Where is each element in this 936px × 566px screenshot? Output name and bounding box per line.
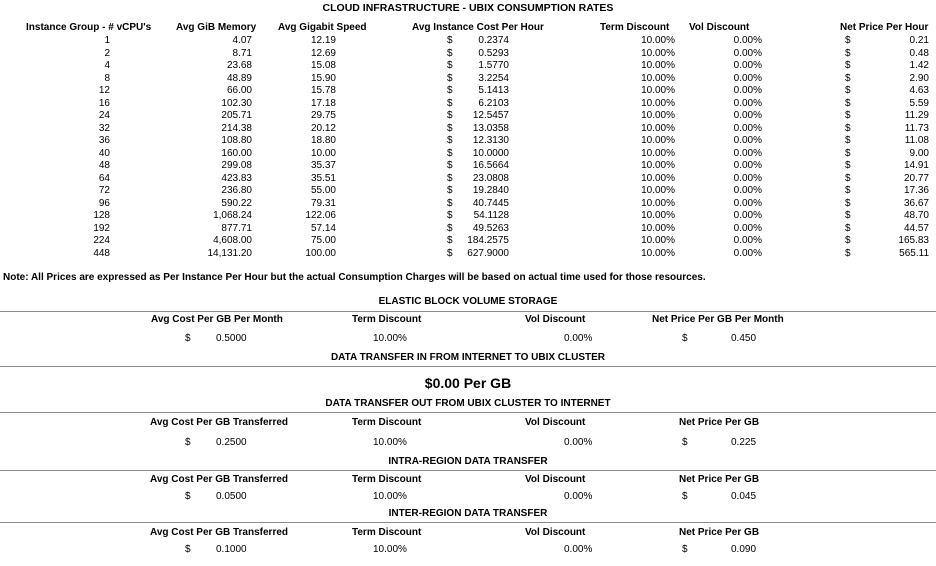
header-vol: Vol Discount	[689, 22, 750, 33]
cell-vol: 0.00%	[733, 47, 762, 59]
cell-memory: 23.68	[226, 60, 252, 71]
cell-net: 4.63	[909, 85, 929, 96]
currency-symbol: $	[447, 72, 453, 84]
cell-vol: 0.00%	[733, 185, 762, 196]
currency-symbol: $	[447, 60, 453, 71]
cell-net: 165.83	[898, 235, 929, 246]
currency-symbol: $	[447, 172, 453, 184]
currency-symbol: $	[845, 35, 851, 46]
currency-symbol: $	[845, 97, 851, 109]
cell-vol: 0.00%	[733, 210, 762, 221]
currency-symbol: $	[447, 210, 453, 221]
header-speed: Avg Gigabit Speed	[278, 22, 367, 33]
cell-cost: 49.5263	[472, 222, 509, 234]
cell-memory: 423.83	[221, 172, 252, 184]
currency-symbol: $	[447, 235, 453, 246]
cell-net: 44.57	[903, 222, 929, 234]
currency-symbol: $	[682, 333, 688, 344]
table-row	[0, 223, 936, 236]
cell-net: 9.00	[909, 147, 929, 159]
currency-symbol: $	[845, 147, 851, 159]
ebs-term: 10.00%	[373, 333, 407, 344]
cell-term: 10.00%	[641, 135, 675, 146]
inter-vol: 0.00%	[564, 544, 593, 555]
cell-cost: 184.2575	[467, 235, 509, 246]
transfer-in-price: $0.00 Per GB	[424, 375, 512, 391]
cell-speed: 20.12	[310, 122, 336, 134]
cell-term: 10.00%	[641, 47, 675, 59]
transfer-in-title: DATA TRANSFER IN FROM INTERNET TO UBIX CLUSTER	[330, 352, 606, 363]
cell-cost: 0.2374	[478, 35, 509, 46]
table-row	[0, 235, 936, 248]
cell-group: 2	[104, 47, 110, 59]
table-row	[0, 110, 936, 123]
table-row	[0, 60, 936, 73]
cell-speed: 10.00	[310, 147, 336, 159]
cell-cost: 6.2103	[478, 97, 509, 109]
cell-memory: 4,608.00	[213, 235, 252, 246]
cell-vol: 0.00%	[733, 135, 762, 146]
transfer-out-header-avg-cost: Avg Cost Per GB Transferred	[150, 417, 289, 428]
table-row	[0, 160, 936, 173]
table-header	[0, 22, 936, 35]
transfer-out-values	[0, 437, 936, 450]
table-row	[0, 48, 936, 61]
transfer-out-avg-cost: 0.2500	[216, 437, 247, 448]
cell-group: 8	[104, 72, 110, 84]
currency-symbol: $	[845, 197, 851, 209]
cell-group: 4	[104, 60, 110, 71]
cell-speed: 12.19	[310, 35, 336, 46]
cell-group: 24	[98, 110, 110, 121]
currency-symbol: $	[845, 110, 851, 121]
cell-speed: 29.75	[310, 110, 336, 121]
header-cost: Avg Instance Cost Per Hour	[412, 22, 544, 33]
currency-symbol: $	[845, 185, 851, 196]
inter-avg-cost: 0.1000	[216, 544, 247, 555]
cell-speed: 35.37	[310, 160, 336, 171]
cell-term: 10.00%	[641, 35, 675, 46]
cell-cost: 19.2840	[472, 185, 509, 196]
intra-region-title: INTRA-REGION DATA TRANSFER	[388, 456, 548, 467]
cell-cost: 5.1413	[478, 85, 509, 96]
cell-vol: 0.00%	[733, 172, 762, 184]
currency-symbol: $	[447, 110, 453, 121]
cell-cost: 3.2254	[478, 72, 509, 84]
currency-symbol: $	[185, 437, 191, 448]
table-row	[0, 148, 936, 161]
currency-symbol: $	[845, 122, 851, 134]
cell-net: 0.48	[909, 47, 929, 59]
transfer-out-vol: 0.00%	[564, 437, 593, 448]
cell-speed: 122.06	[305, 210, 336, 221]
table-row	[0, 210, 936, 223]
ebs-header-net: Net Price Per GB Per Month	[652, 314, 784, 325]
cell-term: 10.00%	[641, 122, 675, 134]
cell-group: 48	[98, 160, 110, 171]
cell-cost: 10.0000	[472, 147, 509, 159]
table-row	[0, 85, 936, 98]
table-row	[0, 98, 936, 111]
cell-speed: 75.00	[310, 235, 336, 246]
transfer-out-header-term: Term Discount	[352, 417, 422, 428]
cell-memory: 236.80	[221, 185, 252, 196]
cell-speed: 79.31	[310, 197, 336, 209]
cell-cost: 16.5664	[472, 160, 509, 171]
cell-net: 2.90	[909, 72, 929, 84]
cell-term: 10.00%	[641, 110, 675, 121]
cell-term: 10.00%	[641, 147, 675, 159]
cell-group: 64	[98, 172, 110, 184]
currency-symbol: $	[447, 97, 453, 109]
cell-speed: 55.00	[310, 185, 336, 196]
intra-term: 10.00%	[373, 491, 407, 502]
cell-memory: 877.71	[221, 222, 252, 234]
cell-group: 72	[98, 185, 110, 196]
intra-header-net: Net Price Per GB	[679, 474, 760, 485]
currency-symbol: $	[845, 235, 851, 246]
transfer-out-title: DATA TRANSFER OUT FROM UBIX CLUSTER TO INTERNET	[325, 398, 611, 409]
cell-net: 17.36	[903, 185, 929, 196]
cell-vol: 0.00%	[733, 197, 762, 209]
cell-vol: 0.00%	[733, 110, 762, 121]
divider	[0, 311, 936, 312]
intra-vol: 0.00%	[564, 491, 593, 502]
cell-cost: 12.5457	[472, 110, 509, 121]
currency-symbol: $	[447, 222, 453, 234]
cell-speed: 18.80	[310, 135, 336, 146]
cell-memory: 214.38	[221, 122, 252, 134]
currency-symbol: $	[845, 160, 851, 171]
currency-symbol: $	[447, 135, 453, 146]
cell-term: 10.00%	[641, 222, 675, 234]
cell-speed: 35.51	[310, 172, 336, 184]
cell-term: 10.00%	[641, 97, 675, 109]
inter-term: 10.00%	[373, 544, 407, 555]
table-row	[0, 198, 936, 211]
header-term: Term Discount	[600, 22, 670, 33]
currency-symbol: $	[845, 135, 851, 146]
cell-group: 12	[98, 85, 110, 96]
currency-symbol: $	[447, 35, 453, 46]
inter-region-title: INTER-REGION DATA TRANSFER	[388, 508, 548, 519]
cell-term: 10.00%	[641, 197, 675, 209]
currency-symbol: $	[845, 72, 851, 84]
cell-net: 1.42	[909, 60, 929, 71]
cell-memory: 1,068.24	[213, 210, 252, 221]
inter-header-avg-cost: Avg Cost Per GB Transferred	[150, 527, 289, 538]
cell-net: 20.77	[903, 172, 929, 184]
cell-term: 10.00%	[641, 72, 675, 84]
cell-group: 32	[98, 122, 110, 134]
currency-symbol: $	[447, 147, 453, 159]
currency-symbol: $	[845, 47, 851, 59]
cell-memory: 8.71	[232, 47, 252, 59]
divider	[0, 412, 936, 413]
cell-vol: 0.00%	[733, 72, 762, 84]
cell-vol: 0.00%	[733, 160, 762, 171]
transfer-out-header-net: Net Price Per GB	[679, 417, 760, 428]
cell-group: 16	[98, 97, 110, 109]
cell-net: 36.67	[903, 197, 929, 209]
cell-term: 10.00%	[641, 210, 675, 221]
currency-symbol: $	[447, 85, 453, 96]
ebs-net: 0.450	[731, 333, 757, 344]
cell-term: 10.00%	[641, 247, 675, 259]
header-net: Net Price Per Hour	[840, 22, 929, 33]
cell-group: 96	[98, 197, 110, 209]
cell-memory: 14,131.20	[207, 247, 252, 259]
currency-symbol: $	[447, 160, 453, 171]
cell-vol: 0.00%	[733, 147, 762, 159]
cell-memory: 108.80	[221, 135, 252, 146]
table-row	[0, 173, 936, 186]
table-row	[0, 248, 936, 261]
divider	[0, 522, 936, 523]
inter-region-header	[0, 527, 936, 540]
page-title: CLOUD INFRASTRUCTURE - UBIX CONSUMPTION RATES	[322, 2, 614, 14]
currency-symbol: $	[682, 437, 688, 448]
cell-speed: 15.78	[310, 85, 336, 96]
ebs-values	[0, 333, 936, 346]
header-memory: Avg GiB Memory	[176, 22, 257, 33]
cell-cost: 0.5293	[478, 47, 509, 59]
transfer-out-header-vol: Vol Discount	[525, 417, 586, 428]
divider	[0, 366, 936, 367]
inter-header-vol: Vol Discount	[525, 527, 586, 538]
cell-group: 36	[98, 135, 110, 146]
cell-net: 48.70	[903, 210, 929, 221]
currency-symbol: $	[845, 85, 851, 96]
currency-symbol: $	[185, 544, 191, 555]
currency-symbol: $	[447, 47, 453, 59]
cell-vol: 0.00%	[733, 97, 762, 109]
cell-speed: 15.08	[310, 60, 336, 71]
cell-term: 10.00%	[641, 85, 675, 96]
cell-group: 40	[98, 147, 110, 159]
cell-net: 565.11	[899, 247, 929, 259]
cell-group: 192	[93, 222, 110, 234]
cell-vol: 0.00%	[733, 235, 762, 246]
cell-speed: 100.00	[305, 247, 336, 259]
cell-term: 10.00%	[641, 235, 675, 246]
currency-symbol: $	[845, 247, 851, 259]
inter-header-term: Term Discount	[352, 527, 422, 538]
cell-cost: 23.0808	[472, 172, 509, 184]
cell-vol: 0.00%	[733, 85, 762, 96]
cell-speed: 12.69	[310, 47, 336, 59]
transfer-out-term: 10.00%	[373, 437, 407, 448]
inter-header-net: Net Price Per GB	[679, 527, 760, 538]
table-row	[0, 73, 936, 86]
ebs-vol: 0.00%	[564, 333, 593, 344]
cell-group: 448	[93, 247, 110, 259]
cell-term: 10.00%	[641, 160, 675, 171]
cell-net: 11.73	[904, 122, 929, 134]
cell-group: 1	[104, 35, 110, 46]
transfer-out-header	[0, 417, 936, 430]
intra-avg-cost: 0.0500	[216, 491, 247, 502]
cell-memory: 102.30	[221, 97, 252, 109]
intra-net: 0.045	[731, 491, 757, 502]
currency-symbol: $	[447, 122, 453, 134]
cell-net: 0.21	[909, 35, 929, 46]
cell-net: 11.29	[904, 110, 929, 121]
table-row	[0, 185, 936, 198]
table-row	[0, 135, 936, 148]
table-row	[0, 35, 936, 48]
ebs-avg-cost: 0.5000	[216, 333, 247, 344]
currency-symbol: $	[682, 491, 688, 502]
cell-vol: 0.00%	[733, 122, 762, 134]
intra-header-vol: Vol Discount	[525, 474, 586, 485]
cell-speed: 17.18	[310, 97, 336, 109]
cell-speed: 57.14	[310, 222, 336, 234]
currency-symbol: $	[845, 210, 851, 221]
currency-symbol: $	[447, 247, 453, 259]
currency-symbol: $	[682, 544, 688, 555]
ebs-header-vol: Vol Discount	[525, 314, 586, 325]
cell-vol: 0.00%	[733, 247, 762, 259]
table-row	[0, 123, 936, 136]
cell-cost: 54.1128	[473, 210, 509, 221]
cell-memory: 4.07	[232, 35, 252, 46]
cell-vol: 0.00%	[733, 35, 762, 46]
divider	[0, 470, 936, 471]
currency-symbol: $	[845, 60, 851, 71]
cell-memory: 590.22	[221, 197, 252, 209]
pricing-note: Note: All Prices are expressed as Per Instance Per Hour but the actual Consumption Charges will be based on actual time used for those resources.	[3, 272, 706, 283]
cell-vol: 0.00%	[733, 222, 762, 234]
ebs-header-term: Term Discount	[352, 314, 422, 325]
currency-symbol: $	[845, 222, 851, 234]
cell-term: 10.00%	[641, 60, 675, 71]
inter-region-values	[0, 544, 936, 557]
cell-term: 10.00%	[641, 172, 675, 184]
cell-vol: 0.00%	[733, 60, 762, 71]
cell-cost: 1.5770	[478, 60, 509, 71]
cell-net: 11.08	[904, 135, 929, 146]
cell-net: 14.91	[903, 160, 929, 171]
cell-memory: 160.00	[221, 147, 252, 159]
cell-memory: 66.00	[226, 85, 252, 96]
intra-header-avg-cost: Avg Cost Per GB Transferred	[150, 474, 289, 485]
ebs-header	[0, 314, 936, 327]
cell-cost: 13.0358	[472, 122, 509, 134]
currency-symbol: $	[185, 333, 191, 344]
cell-cost: 627.9000	[467, 247, 509, 259]
cell-group: 128	[93, 210, 110, 221]
cell-net: 5.59	[909, 97, 929, 109]
intra-header-term: Term Discount	[352, 474, 422, 485]
currency-symbol: $	[447, 185, 453, 196]
currency-symbol: $	[185, 491, 191, 502]
cell-cost: 12.3130	[472, 135, 509, 146]
cell-memory: 299.08	[221, 160, 252, 171]
cell-term: 10.00%	[641, 185, 675, 196]
intra-region-header	[0, 474, 936, 487]
currency-symbol: $	[447, 197, 453, 209]
currency-symbol: $	[845, 172, 851, 184]
ebs-header-avg-cost: Avg Cost Per GB Per Month	[151, 314, 283, 325]
cell-speed: 15.90	[310, 72, 336, 84]
cell-cost: 40.7445	[472, 197, 509, 209]
cell-memory: 205.71	[221, 110, 252, 121]
header-group: Instance Group - # vCPU's	[26, 22, 152, 33]
transfer-out-net: 0.225	[731, 437, 757, 448]
cell-group: 224	[93, 235, 110, 246]
inter-net: 0.090	[731, 544, 757, 555]
intra-region-values	[0, 491, 936, 504]
cell-memory: 48.89	[226, 72, 252, 84]
ebs-title: ELASTIC BLOCK VOLUME STORAGE	[378, 296, 558, 307]
